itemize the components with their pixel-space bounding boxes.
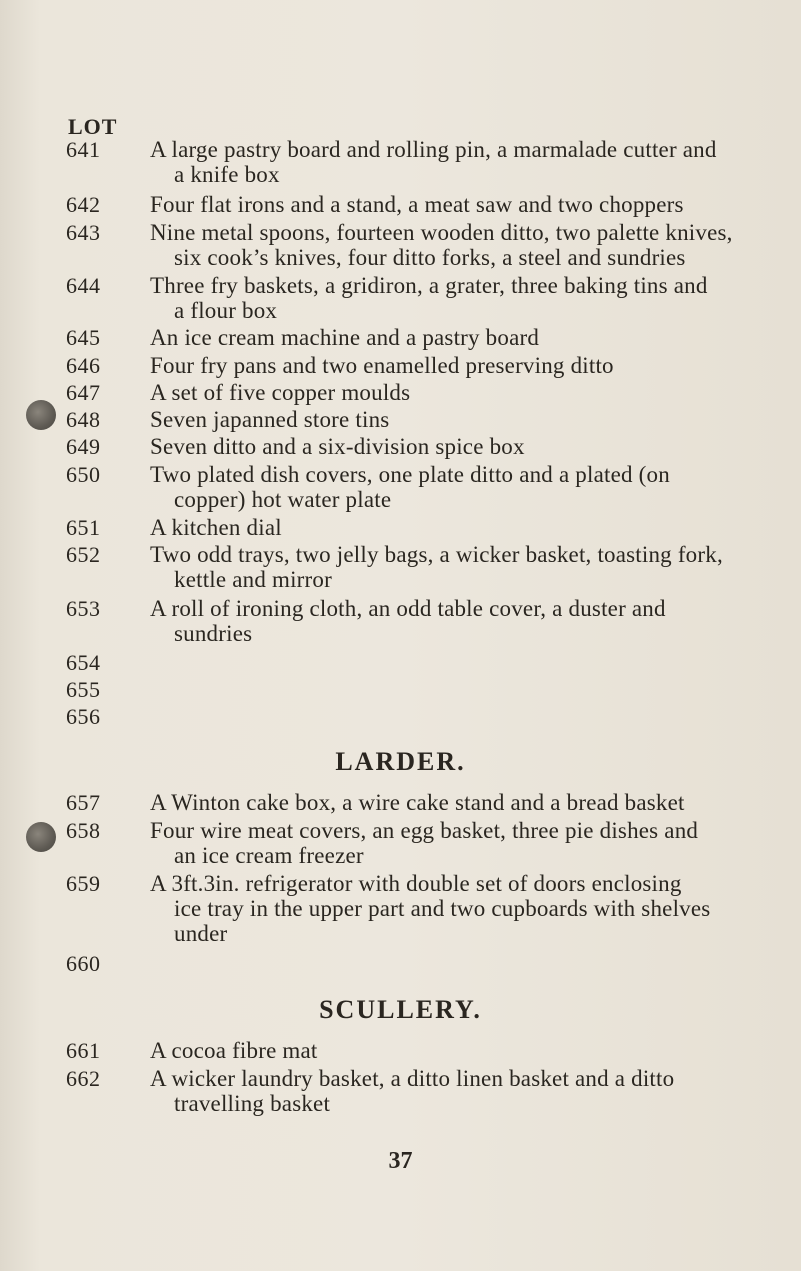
section-heading-scullery: SCULLERY. [319, 995, 482, 1024]
lot-number: 655 [66, 677, 101, 702]
lot-description: A cocoa fibre mat [150, 1038, 318, 1063]
lot-description: Seven japanned store tins [150, 407, 390, 432]
lot-number: 650 [66, 462, 101, 487]
lot-description: An ice cream machine and a pastry board [150, 325, 540, 350]
lot-description: A roll of ironing cloth, an odd table cover, a duster and sundries [150, 596, 666, 646]
lot-number: 644 [66, 273, 101, 298]
lot-description: Four fry pans and two enamelled preserving ditto [150, 353, 614, 378]
lot-description: A 3ft.3in. refrigerator with double set of doors enclosing ice tray in the upper part and two cupboards with shelves under [150, 871, 711, 946]
lot-number: 645 [66, 325, 101, 350]
lot-description: A kitchen dial [150, 515, 282, 540]
lot-description: A Winton cake box, a wire cake stand and a bread basket [150, 790, 685, 815]
lot-description: A set of five copper moulds [150, 380, 411, 405]
lot-column-header: LOT [68, 114, 118, 139]
lot-number: 656 [66, 704, 101, 729]
lot-number: 643 [66, 220, 101, 245]
lot-number: 657 [66, 790, 101, 815]
lot-number: 659 [66, 871, 101, 896]
lot-number: 652 [66, 542, 101, 567]
lot-number: 651 [66, 515, 101, 540]
lot-description: A large pastry board and rolling pin, a marmalade cutter and a knife box [150, 137, 717, 187]
lot-number: 641 [66, 137, 101, 162]
lot-description: Seven ditto and a six-division spice box [150, 434, 525, 459]
lot-description: Three fry baskets, a gridiron, a grater, three baking tins and a flour box [150, 273, 708, 323]
lot-number: 661 [66, 1038, 101, 1063]
lot-number: 654 [66, 650, 101, 675]
lot-description: Four wire meat covers, an egg basket, three pie dishes and an ice cream freezer [150, 818, 699, 868]
lot-number: 642 [66, 192, 101, 217]
lot-number: 649 [66, 434, 101, 459]
lot-number: 647 [66, 380, 101, 405]
lot-number: 662 [66, 1066, 101, 1091]
lot-description: Two plated dish covers, one plate ditto and a plated (on copper) hot water plate [150, 462, 670, 512]
lot-number: 660 [66, 951, 101, 976]
lot-description: Two odd trays, two jelly bags, a wicker basket, toasting fork, kettle and mirror [150, 542, 723, 592]
lot-number: 646 [66, 353, 101, 378]
lot-number: 658 [66, 818, 101, 843]
binding-hole [26, 400, 56, 430]
section-heading-larder: LARDER. [335, 747, 466, 776]
lot-description: Four flat irons and a stand, a meat saw and two choppers [150, 192, 684, 217]
lot-description: Nine metal spoons, fourteen wooden ditto, two palette knives, six cook’s knives, four ditto forks, a steel and sundries [150, 220, 733, 270]
lot-description: A wicker laundry basket, a ditto linen basket and a ditto travelling basket [150, 1066, 675, 1116]
lot-number: 653 [66, 596, 101, 621]
binding-hole [26, 822, 56, 852]
lot-number: 648 [66, 407, 101, 432]
page-number: 37 [388, 1148, 413, 1174]
